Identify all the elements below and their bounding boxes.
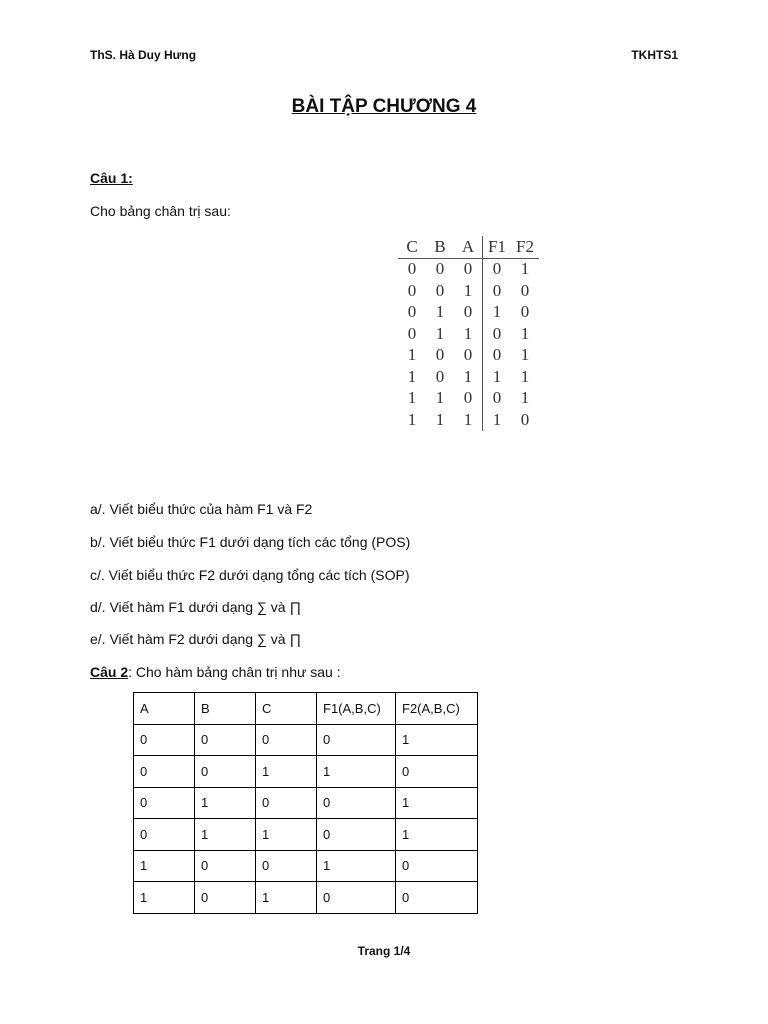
table-cell: 1 (407, 366, 417, 386)
q1-table-header-row (398, 236, 539, 258)
q1-col-a: A (454, 236, 483, 258)
table-cell: 1 (396, 724, 478, 756)
header-author: ThS. Hà Duy Hưng (90, 48, 197, 62)
table-cell: 0 (483, 323, 512, 345)
table-cell: 1 (463, 409, 473, 429)
page-number: Trang 1/4 (357, 944, 411, 958)
table-cell: 1 (435, 302, 445, 322)
table-cell: 1 (396, 787, 478, 819)
table-cell: 1 (195, 819, 256, 851)
table-cell: 0 (195, 756, 256, 788)
table-cell: 1 (134, 882, 195, 914)
table-cell: 1 (520, 366, 530, 386)
table-cell: 0 (483, 258, 512, 280)
table-row (134, 882, 478, 914)
table-cell: 0 (463, 259, 473, 279)
table-cell: 1 (407, 345, 417, 365)
table-cell: 0 (407, 323, 417, 343)
table-cell: 0 (256, 850, 317, 882)
table-cell: 0 (396, 756, 478, 788)
table-row (398, 258, 539, 280)
table-cell: 0 (195, 724, 256, 756)
table-cell: 1 (483, 409, 512, 431)
q1-col-f1: F1 (483, 236, 512, 258)
table-cell: 0 (317, 882, 396, 914)
table-row (398, 345, 539, 367)
q1-col-c: C (398, 236, 426, 258)
q2-col-f1: F1(A,B,C) (317, 693, 396, 725)
table-cell: 1 (435, 388, 445, 408)
q1-item-a: a/. Viết biểu thức của hàm F1 và F2 (90, 501, 313, 517)
table-cell: 0 (435, 345, 445, 365)
table-cell: 0 (435, 280, 445, 300)
page-title: BÀI TẬP CHƯƠNG 4 (291, 96, 477, 117)
table-cell: 1 (463, 366, 473, 386)
q1-item-c: c/. Viết biểu thức F2 dưới dạng tổng các tích (SOP) (90, 567, 410, 583)
q1-item-d: d/. Viết hàm F1 dưới dạng ∑ và ∏ (90, 599, 302, 615)
table-cell: 0 (134, 819, 195, 851)
table-cell: 0 (407, 302, 417, 322)
table-cell: 0 (195, 850, 256, 882)
table-cell: 0 (256, 724, 317, 756)
table-row (134, 819, 478, 851)
table-cell: 0 (407, 259, 417, 279)
table-cell: 0 (317, 724, 396, 756)
table-cell: 0 (463, 345, 473, 365)
table-cell: 0 (520, 302, 530, 322)
q1-truth-table (398, 236, 539, 431)
table-row (398, 302, 539, 324)
table-cell: 0 (483, 388, 512, 410)
table-cell: 1 (435, 409, 445, 429)
table-cell: 1 (317, 756, 396, 788)
table-cell: 1 (256, 756, 317, 788)
q2-col-b: B (195, 693, 256, 725)
table-cell: 1 (483, 366, 512, 388)
table-cell: 0 (435, 259, 445, 279)
q2-col-a: A (134, 693, 195, 725)
q2-truth-table (133, 692, 478, 914)
table-cell: 0 (317, 787, 396, 819)
table-cell: 1 (195, 787, 256, 819)
table-row (134, 724, 478, 756)
table-row (134, 756, 478, 788)
table-cell: 1 (435, 323, 445, 343)
table-cell: 0 (463, 302, 473, 322)
table-row (398, 409, 539, 431)
table-cell: 1 (256, 819, 317, 851)
table-cell: 0 (435, 366, 445, 386)
table-row (398, 366, 539, 388)
table-cell: 1 (407, 388, 417, 408)
q2-table-header-row (134, 693, 478, 725)
q1-item-b: b/. Viết biểu thức F1 dưới dạng tích các tổng (POS) (90, 534, 411, 550)
table-cell: 1 (463, 280, 473, 300)
table-cell: 0 (317, 819, 396, 851)
table-cell: 1 (407, 409, 417, 429)
table-cell: 0 (134, 787, 195, 819)
table-row (398, 323, 539, 345)
header-course: TKHTS1 (631, 48, 678, 62)
table-cell: 1 (463, 323, 473, 343)
table-cell: 1 (483, 302, 512, 324)
table-cell: 1 (317, 850, 396, 882)
table-cell: 1 (520, 323, 530, 343)
table-cell: 1 (520, 388, 530, 408)
table-cell: 0 (520, 409, 530, 429)
table-cell: 0 (520, 280, 530, 300)
table-row (398, 388, 539, 410)
table-cell: 1 (256, 882, 317, 914)
table-cell: 0 (483, 280, 512, 302)
table-row (134, 787, 478, 819)
q1-col-b: B (426, 236, 454, 258)
table-cell: 0 (134, 756, 195, 788)
table-row (398, 280, 539, 302)
q2-col-f2: F2(A,B,C) (396, 693, 478, 725)
table-cell: 0 (463, 388, 473, 408)
table-cell: 1 (396, 819, 478, 851)
table-cell: 0 (195, 882, 256, 914)
table-cell: 0 (396, 850, 478, 882)
q1-item-e: e/. Viết hàm F2 dưới dạng ∑ và ∏ (90, 631, 302, 647)
q2-label: Câu 2 (90, 664, 129, 680)
table-cell: 1 (134, 850, 195, 882)
table-row (134, 850, 478, 882)
q1-intro: Cho bảng chân trị sau: (90, 203, 231, 219)
table-cell: 1 (520, 345, 530, 365)
q2-intro: : Cho hàm bảng chân trị như sau : (128, 664, 341, 680)
table-cell: 0 (483, 345, 512, 367)
table-cell: 0 (407, 280, 417, 300)
q1-label: Câu 1: (90, 170, 133, 186)
q1-col-f2: F2 (511, 236, 539, 258)
table-cell: 1 (520, 259, 530, 279)
q2-heading (90, 664, 341, 680)
table-cell: 0 (256, 787, 317, 819)
q2-col-c: C (256, 693, 317, 725)
table-cell: 0 (134, 724, 195, 756)
table-cell: 0 (396, 882, 478, 914)
